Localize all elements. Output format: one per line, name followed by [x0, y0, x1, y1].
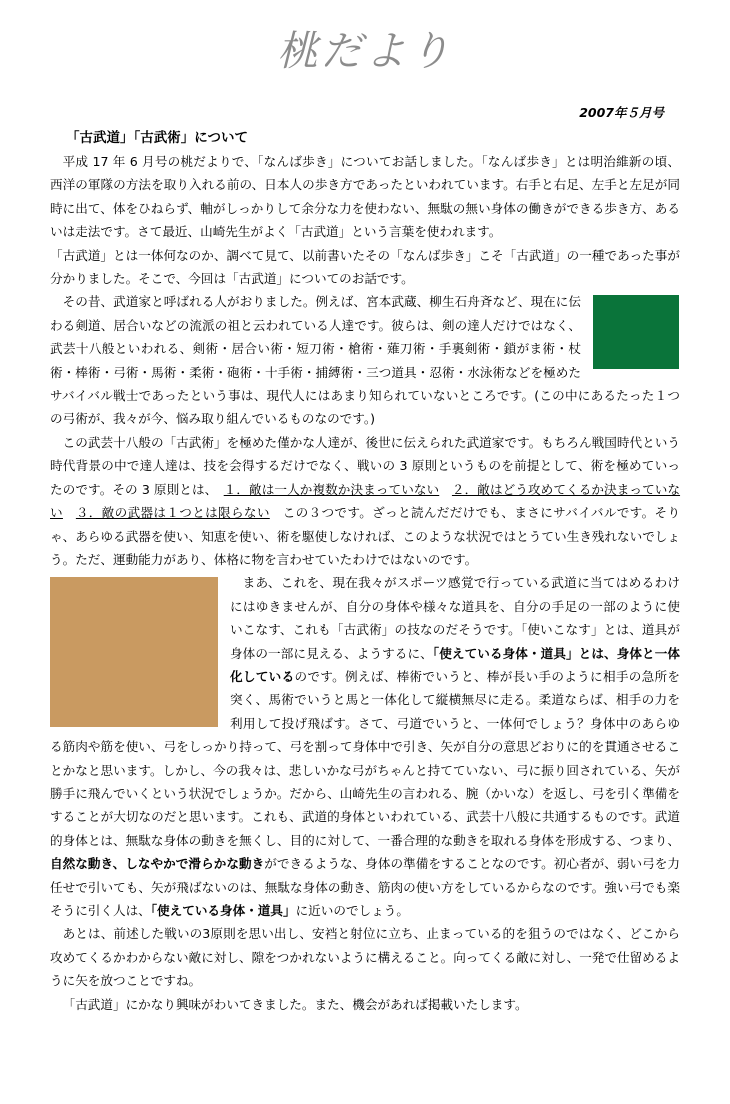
paragraph-1: 平成 17 年 6 月号の桃だよりで、「なんば歩き」についてお話しました。「なんば歩き」とは明治維新の頃、西洋の軍隊の方法を取り入れる前の、日本人の歩き方であったといわれています。右手と右足、左手と左足が同時に出て、体をひねらず、軸がしっかりして余分な力を使わない、無駄の無い身体の働きができる歩き方、あるいは走法です。さて最近、山崎先生がよく「古武道」という言葉を使われます。	[50, 154, 680, 240]
green-image-placeholder	[593, 295, 679, 369]
rule-3: ３．敵の武器は１つとは限らない	[75, 505, 270, 521]
paragraph-2: 「古武道」とは一体何なのか、調べて見て、以前書いたその「なんば歩き」こそ「古武道」の一種であった事が分かりました。そこで、今回は「古武道」についてのお話です。	[50, 247, 680, 287]
p4-text-a: この武芸十八般の「古武術」を極めた僅かな人達が、後世に伝えられた武道家です。もちろん戦国時代という時代背景の中で達人達は、技を会得するだけでなく、戦いの 3 原則というものを前提として、術を極めていったのです。その 3 原則とは、	[50, 434, 680, 497]
paragraph-4	[50, 431, 680, 571]
p5-bold-2: 自然な動き、しなやかで滑らかな動き	[50, 856, 265, 872]
paragraph-3: その昔、武道家と呼ばれる人がおりました。例えば、宮本武蔵、柳生石舟斉など、現在に伝わる剣道、居合いなどの流派の祖と云われている人達です。彼らは、剣の達人だけではなく、武芸十八般といわれる、剣術・居合い術・短刀術・槍術・薙刀術・手裏剣術・鎖がま術・杖術・棒術・弓術・馬術・柔術・砲術・十手術・捕縛術・三つ道具・忍術・水泳術などを極めたサバイバル戦士であったという事は、現代人にはあまり知られていないところです。(この中にあるたった１つの弓術が、我々が今、悩み取り組んでいるものなのです。)	[50, 294, 680, 427]
newsletter-title: 桃だより	[277, 27, 453, 75]
p5-text-a: まあ、これを、現在我々がスポーツ感覚で行っている武道に当てはめるわけにはゆきませんが、自分の身体や様々な道具を、自分の手足の一部のように使いこなす、これも「古武術」の技なのだそうです。「使いこなす」とは、道具が身体の一部に見える、ようするに、	[230, 575, 680, 661]
paragraph-6: あとは、前述した戦いの3原則を思い出し、安裆と射位に立ち、止まっている的を狙うのではなく、どこから攻めてくるかわからない敵に対し、隙をつかれないように構えること。向ってくる敵に対し、一発で仕留めるように矢を放つことですね。	[50, 926, 680, 989]
issue-date: 2007年５月号	[579, 105, 664, 120]
paragraph-7: 「古武道」にかなり興味がわいてきました。また、機会があれば掲載いたします。	[62, 996, 528, 1012]
tan-image-placeholder	[50, 577, 218, 727]
p5-text-d: に近いのでしょう。	[295, 903, 409, 918]
article-heading: 「古武道」「古武術」について	[66, 130, 248, 146]
rule-1: １．敵は一人か複数か決まっていない	[223, 481, 440, 497]
p4-text-b: この３つです。ざっと読んだだけでも、まさにサバイバルです。そりゃ、あらゆる武器を使い、知恵を使い、術を駆使しなければ、このような状況ではとうてい生き残れないでしょう。ただ、運動能力があり、体格に物を言わせていたわけではないのです。	[50, 505, 681, 567]
article-body	[50, 150, 680, 1016]
p5-text-c: ができるような、身体の準備をすることなのです。初心者が、弱い弓を力任せで引いても、矢が飛ばないのは、無駄な身体の動き、筋肉の使い方をしているからなのです。強い弓でも楽そうに引く人は、	[50, 856, 680, 918]
p5-bold-3: 「使えている身体・道具」	[150, 903, 296, 918]
rule-2: ２．敵はどう攻めてくるか決まっていない	[50, 481, 681, 521]
p5-text-b: のです。例えば、棒術でいうと、棒が長い手のように相手の急所を突く、馬術でいうと馬と一体化して縦横無尽に走る。柔道ならば、相手の力を利用して投げ飛ばす。さて、弓道でいうと、一体何でしょう？身体中のあらゆる筋肉や筋を使い、弓をしっかり持って、弓を割って身体中で引き、矢が自分の意思どおりに的を貫通させることかなと思います。しかし、今の我々は、悲しいかな弓がちゃんと持てていない、弓に振り回されている、矢が勝手に飛んでいくという状況でしょうか。だから、山崎先生の言われる、腕（かいな）を返し、弓を引く準備をすることが大切なのだと思います。これも、武道的身体といわれている、武芸十八般に共通するものです。武道的身体とは、無駄な身体の動きを無くし、目的に対して、一番合理的な動きを取れる身体を形成する、つまり、	[50, 668, 681, 848]
p5-bold-1: 「使えている身体・道具」とは、身体と一体化している	[230, 645, 681, 684]
